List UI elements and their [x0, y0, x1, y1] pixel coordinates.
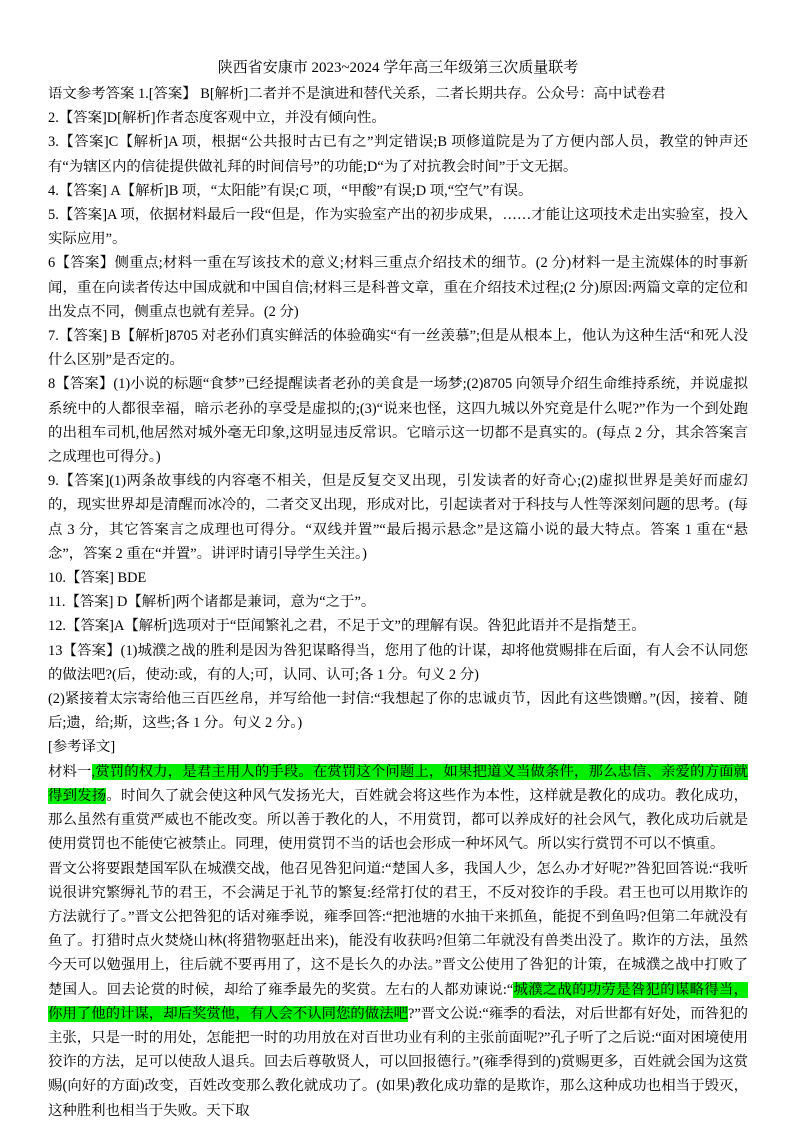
text-run: 13【答案】(1)城濮之战的胜利是因为咎犯谋略得当，您用了他的计谋，却将他赏赐排在后面，有人会不认同您的做法吧?(后，使动:或，有的人;可，认同、认可;各 1 分。句义 2 分) — [48, 642, 748, 683]
translation-story — [48, 857, 748, 1122]
reference-translation-heading — [48, 735, 748, 759]
answer-line-2 — [48, 106, 748, 130]
answer-line-6 — [48, 251, 748, 324]
text-run: (2)紧接着太宗寄给他三百匹丝帛，并写给他一封信:“我想起了你的忠诚贞节，因此有这些馈赠。”(因，接着、随后;遗，给;斯，这些;各 1 分。句义 2 分。) — [48, 691, 748, 732]
text-run: 6【答案】侧重点;材料一重在写该技术的意义;材料三重点介绍技术的细节。(2 分)材料一是主流媒体的时事新闻，重在向读者传达中国成就和中国自信;材料三是科普文章，重在介绍技术过程;(2 分)原因:两篇文章的定位和出发点不同，侧重点也就有差异。(2 分) — [48, 255, 748, 320]
text-run: 3.【答案]C【解析]A 项，根据“公共报时古已有之”判定错误;B 项修道院是为了方便内部人员，教堂的钟声还有“为辖区内的信徒提供做礼拜的时间信号”的功能;D“为了对抗教会时间”于文无据。 — [48, 134, 748, 175]
text-run: 5.【答案]A 项，依据材料最后一段“但是，作为实验室产出的初步成果，……才能让这项技术走出实验室，投入实际应用”。 — [48, 207, 748, 248]
answer-line-11 — [48, 590, 748, 614]
answer-line-10 — [48, 566, 748, 590]
answer-line-13 — [48, 639, 748, 687]
answer-line-5 — [48, 203, 748, 251]
answer-line-8 — [48, 372, 748, 469]
text-run: 11.【答案] D【解析]两个诸都是兼词，意为“之于”。 — [48, 594, 376, 611]
answer-line-3 — [48, 130, 748, 178]
answer-line-4 — [48, 179, 748, 203]
text-run: 。时间久了就会使这种风气发扬光大，百姓就会将这些作为本性，这样就是教化的成功。教化成功，那么虽然有重赏严威也不能改变。所以善于教化的人，不用赏罚，都可以养成好的社会风气，教化成功后就是使用赏罚也不能使它被禁止。同理，使用赏罚不当的话也会形成一种坏风气。所以实行赏罚不可以不慎重。 — [48, 787, 748, 853]
text-run: 10.【答案] BDE — [48, 570, 147, 587]
text-run: 材料一 — [48, 763, 92, 780]
document-body — [48, 82, 748, 1122]
text-run: 语文参考答案 1.[答案】 B[解析]二者并不是演进和替代关系，二者长期共存。公众号：高中试卷君 — [48, 86, 666, 102]
highlighted-text: 城濮之战的功劳是咎犯的谋略得当，你用了他的计谋，却后奖赏他，有人会不认同您的做法吧 — [48, 981, 748, 1022]
answer-line-1 — [48, 82, 748, 106]
text-run: [参考译文] — [48, 739, 116, 756]
text-run: 8【答案】(1)小说的标题“食梦”已经提醒读者老孙的美食是一场梦;(2)8705 向领导介绍生命维持系统，并说虚拟系统中的人都很幸福，暗示老孙的享受是虚拟的;(3)“说来也怪，这四九城以外究竟是什么呢?”作为一个到处跑的出租车司机,他居然对城外毫无印象,这明显违反常识。它暗示这一切都不是真实的。(每点 2 分，其余答案言之成理也可得分。) — [48, 376, 748, 466]
translation-material-1 — [48, 760, 748, 857]
answer-line-9 — [48, 469, 748, 566]
answer-line-7 — [48, 324, 748, 372]
text-run: 12.【答案]A【解析]选项对于“臣闻繁礼之君，不足于文”的理解有误。咎犯此语并不是指楚王。 — [48, 618, 646, 635]
text-run: ?”晋文公说:“雍季的看法，对后世都有好处，而咎犯的主张，只是一时的用处，怎能把一时的功用放在对百世功业有利的主张前面呢?”孔子听了之后说:“面对困境使用狡诈的方法，足可以使敌人退兵。回去后尊敬贤人，可以回报德行。”(雍季得到的)赏赐更多，百姓就会国为这赏赐(向好的方面)改变，百姓改变那么教化就成功了。(如果)教化成功靠的是欺诈，那么这种成功也相当于毁灭，这种胜利也相当于失败。天下取 — [48, 1005, 748, 1119]
text-run: 晋文公将要跟楚国军队在城濮交战，他召见咎犯问道:“楚国人多，我国人少，怎么办才好呢?”咎犯回答说:“我听说很讲究繁缛礼节的君王，不会满足于礼节的繁复:经常打仗的君王，不反对狡诈的手段。君王也可以用欺诈的方法就行了。”晋文公把咎犯的话对雍季说，雍季回答:“把池塘的水抽干来抓鱼，能捉不到鱼吗?但第二年就没有鱼了。打猎时点火焚烧山林(将猎物驱赶出来)，能没有收获吗?但第二年就没有兽类出没了。欺诈的方法，虽然今天可以勉强用上，往后就不要再用了，这不是长久的办法。”晋文公使用了咎犯的计策，在城濮之战中打败了楚国人。回去论赏的时候，却给了雍季最先的奖赏。左右的人都劝谏说:“ — [48, 860, 748, 998]
text-run: 7.【答案] B【解析]8705 对老孙们真实鲜活的体验确实“有一丝羡慕”;但是从根本上，他认为这种生活“和死人没什么区别”是否定的。 — [48, 328, 748, 369]
text-run: 2.【答案]D[解析]作者态度客观中立，并没有倾向性。 — [48, 110, 386, 127]
document-title: 陕西省安康市 2023~2024 学年高三年级第三次质量联考 — [217, 60, 579, 76]
highlighted-text: ,赏罚的权力，是君主用人的手段。在赏罚这个问题上，如果把道义当做条件，那么忠信、亲爱的方面就得到发扬 — [48, 763, 748, 804]
text-run: 4.【答案] A【解析]B 项，“太阳能”有误;C 项，“甲酸”有误;D 项,“空气”有误。 — [48, 182, 533, 199]
answer-line-13-2 — [48, 687, 748, 735]
answer-line-12 — [48, 614, 748, 638]
text-run: 9.【答案](1)两条故事线的内容毫不相关，但是反复交叉出现，引发读者的好奇心;(2)虚拟世界是美好而虚幻的，现实世界却是清醒而冰冷的，二者交叉出现，形成对比，引起读者对于科技与人性等深刻问题的思考。(每点 3 分，其它答案言之成理也可得分。“双线并置”“最后揭示悬念”是这篇小说的最大特点。答案 1 重在“悬念”，答案 2 重在“并置”。讲评时请引导学生关注。) — [48, 473, 748, 562]
